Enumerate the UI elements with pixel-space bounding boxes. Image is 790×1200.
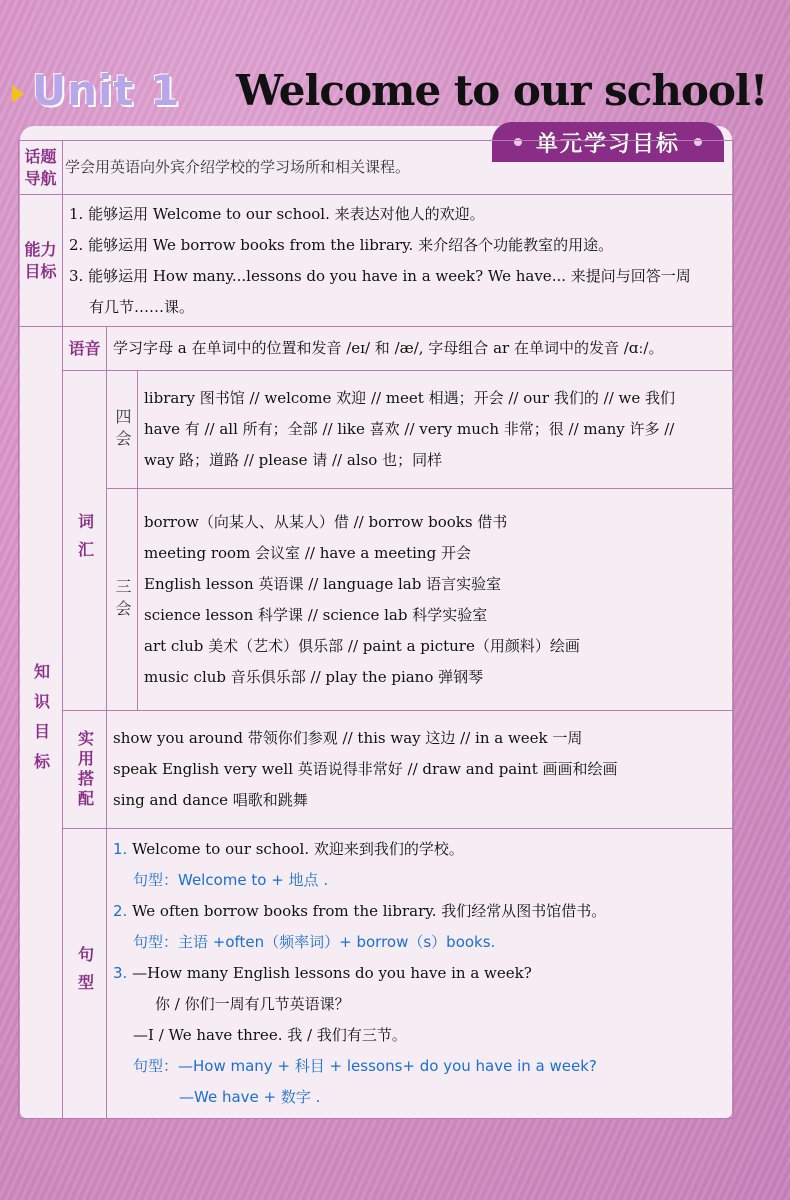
- topic-text: 学会用英语向外宾介绍学校的学习场所和相关课程。: [63, 141, 734, 195]
- ability-text: [63, 195, 734, 327]
- sentence-answer: —I / We have three. 我 / 我们有三节。: [133, 1026, 407, 1044]
- unit-label-text: Unit 1: [32, 66, 181, 115]
- sentence-pattern: 句型：Welcome to + 地点 .: [133, 871, 329, 889]
- sentence-item: 2. We often borrow books from the library. 我们经常从图书馆借书。: [113, 902, 607, 920]
- phonetics-text: 学习字母 a 在单词中的位置和发音 /eɪ/ 和 /æ/, 字母组合 ar 在单词中的发音 /ɑː/。: [107, 327, 734, 371]
- sentence-pattern: —We have + 数字 .: [179, 1088, 321, 1106]
- sentence-item: 3. —How many English lessons do you have in a week?: [113, 964, 532, 982]
- row-label-phrases: 实用搭配: [63, 711, 107, 829]
- three-skill-label: 三会: [107, 489, 138, 711]
- ability-item: 3. 能够运用 How many...lessons do you have in a week? We have... 来提问与回答一周: [69, 266, 691, 285]
- ability-item: 2. 能够运用 We borrow books from the library. 来介绍各个功能教室的用途。: [69, 235, 614, 254]
- row-label-ability: 能力目标: [19, 195, 63, 327]
- sentence-item: 1. Welcome to our school. 欢迎来到我们的学校。: [113, 840, 464, 858]
- row-label-topic: 话题导航: [19, 141, 63, 195]
- goals-table: [18, 140, 734, 1119]
- row-label-phonetics: 语音: [63, 327, 107, 371]
- page-title: Welcome to our school!: [236, 66, 768, 115]
- sentence-pattern: 句型：主语 +often（频率词）+ borrow（s）books.: [133, 933, 496, 951]
- three-skill-words: borrow（向某人、从某人）借 // borrow books 借书 meeting room 会议室 // have a meeting 开会 English lesson 英语课 // language lab 语言实验室 science lesson 科学课 // science lab 科学实验室 art club 美术（艺术）俱乐部 // paint a picture（用颜料）绘画 music club 音乐俱乐部 // play the piano 弹钢琴: [138, 489, 734, 711]
- sentence-translation: 你 / 你们一周有几节英语课？: [155, 995, 350, 1013]
- ability-item: 有几节……课。: [89, 297, 195, 316]
- four-skill-label: 四会: [107, 371, 138, 489]
- four-skill-words: library 图书馆 // welcome 欢迎 // meet 相遇；开会 // our 我们的 // we 我们 have 有 // all 所有；全部 // like 喜欢 // very much 非常；很 // many 许多 // way 路；道路 // please 请 // also 也；同样: [138, 371, 734, 489]
- row-label-knowledge: 知识目标: [19, 327, 63, 1119]
- arrow-icon: [12, 85, 24, 103]
- row-label-vocab: 词汇: [63, 371, 107, 711]
- phrases-text: show you around 带领你们参观 // this way 这边 // in a week 一周 speak English very well 英语说得非常好 // draw and paint 画画和绘画 sing and dance 唱歌和跳舞: [107, 711, 734, 829]
- ability-item: 1. 能够运用 Welcome to our school. 来表达对他人的欢迎。: [69, 204, 485, 223]
- row-label-sentences: 句型: [63, 829, 107, 1119]
- unit-label: [32, 66, 180, 115]
- sentences-text: [107, 829, 734, 1119]
- section-tab-label: 单元学习目标: [535, 131, 680, 157]
- sentence-pattern: 句型：—How many + 科目 + lessons+ do you have in a week?: [133, 1057, 597, 1075]
